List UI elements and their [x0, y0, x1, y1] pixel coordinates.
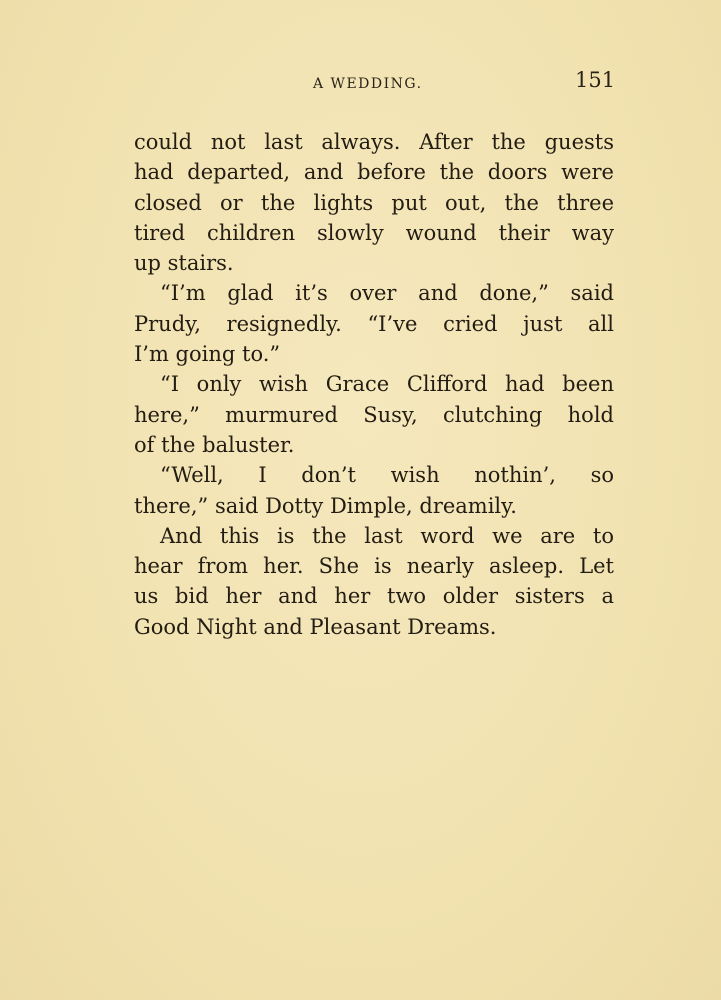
text-line: us bid her and her two older sisters a	[134, 584, 614, 609]
text-line: here,” murmured Susy, clutching hold	[134, 402, 614, 427]
text-line: “Well, I don’t wish nothin’, so	[160, 463, 614, 488]
text-line: hear from her. She is nearly asleep. Let	[134, 554, 614, 579]
text-line: Prudy, resignedly. “I’ve cried just all	[134, 311, 614, 336]
text-line: had departed, and before the doors were	[134, 160, 614, 185]
text-line: And this is the last word we are to	[160, 523, 614, 548]
page-number: 151	[575, 68, 616, 92]
body-text	[134, 127, 614, 642]
text-line: could not last always. After the guests	[134, 130, 614, 154]
text-line: closed or the lights put out, the three	[134, 190, 614, 215]
text-line: I’m going to.”	[134, 342, 281, 367]
text-line: up stairs.	[134, 251, 234, 276]
running-head	[0, 68, 721, 98]
text-line: of the baluster.	[134, 432, 295, 457]
text-line: Good Night and Pleasant Dreams.	[134, 614, 497, 639]
text-line: tired children slowly wound their way	[134, 220, 614, 245]
text-line: “I only wish Grace Clifford had been	[160, 372, 614, 397]
text-line: there,” said Dotty Dimple, dreamily.	[134, 493, 517, 518]
chapter-title: A WEDDING.	[313, 76, 423, 92]
text-line: “I’m glad it’s over and done,” said	[160, 281, 614, 306]
